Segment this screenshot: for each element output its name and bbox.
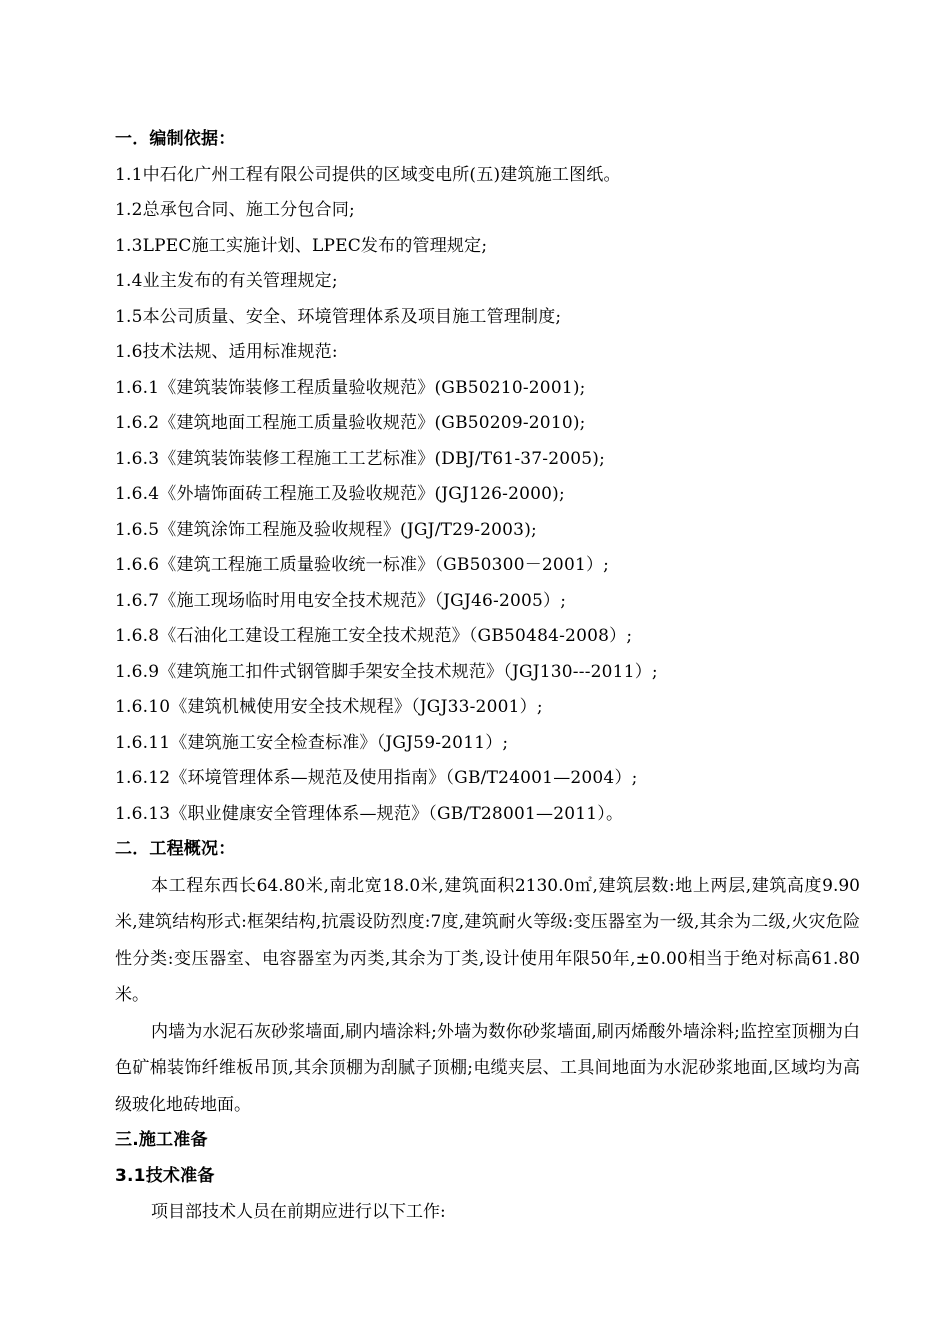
list-item: 1.6.6《建筑工程施工质量验收统一标准》（GB50300－2001）;: [115, 555, 610, 575]
list-item: 1.6.12《环境管理体系—规范及使用指南》（GB/T24001—2004）;: [115, 768, 638, 788]
section-3-1-heading: 3.1技术准备: [115, 1165, 215, 1186]
section-1-heading: 一．编制依据：: [115, 129, 236, 149]
project-overview-paragraph: 本工程东西长64.80米,南北宽18.0米,建筑面积2130.0㎡,建筑层数:地上两层,建筑高度9.90米,建筑结构形式:框架结构,抗震设防烈度:7度,建筑耐火等级:变压器室为一级,其余为二级,火灾危险性分类:变压器室、电容器室为丙类,其余为丁类,设计使用年限50年,±0.00相当于绝对标高61.80米。: [115, 875, 860, 1005]
list-item: 1.6.10《建筑机械使用安全技术规程》（JGJ33-2001）;: [115, 697, 543, 717]
list-item: 1.6.7《施工现场临时用电安全技术规范》（JGJ46-2005）;: [115, 590, 567, 611]
list-item: 1.6.4《外墙饰面砖工程施工及验收规范》(JGJ126-2000);: [115, 484, 565, 504]
list-item: 1.4业主发布的有关管理规定;: [115, 271, 338, 291]
finishes-paragraph: 内墙为水泥石灰砂浆墙面,刷内墙涂料;外墙为数你砂浆墙面,刷丙烯酸外墙涂料;监控室顶棚为白色矿棉装饰纤维板吊顶,其余顶棚为刮腻子顶棚;电缆夹层、工具间地面为水泥砂浆地面,区域均为高级玻化地砖地面。: [115, 1021, 860, 1115]
list-item: 1.6.2《建筑地面工程施工质量验收规范》(GB50209-2010);: [115, 413, 586, 433]
list-item: 1.6.9《建筑施工扣件式钢管脚手架安全技术规范》（JGJ130---2011）;: [115, 661, 658, 682]
list-item: 1.6技术法规、适用标准规范:: [115, 342, 338, 362]
list-item: 1.6.13《职业健康安全管理体系—规范》（GB/T28001—2011）。: [115, 803, 624, 824]
section-3-heading: 三.施工准备: [115, 1130, 208, 1150]
list-item: 1.2总承包合同、施工分包合同;: [115, 200, 355, 220]
list-item: 1.6.11《建筑施工安全检查标准》（JGJ59-2011）;: [115, 732, 509, 753]
section-2-heading: 二．工程概况：: [115, 839, 236, 859]
list-item: 1.5本公司质量、安全、环境管理体系及项目施工管理制度;: [115, 306, 562, 327]
document-body: [115, 122, 860, 1231]
list-item: 1.1中石化广州工程有限公司提供的区域变电所(五)建筑施工图纸。: [115, 164, 621, 185]
list-item: 1.6.8《石油化工建设工程施工安全技术规范》（GB50484-2008）;: [115, 626, 633, 646]
list-item: 1.6.3《建筑装饰装修工程施工工艺标准》(DBJ/T61-37-2005);: [115, 448, 606, 469]
list-item: 1.6.1《建筑装饰装修工程质量验收规范》(GB50210-2001);: [115, 377, 586, 398]
list-item: 1.6.5《建筑涂饰工程施及验收规程》(JGJ/T29-2003);: [115, 519, 537, 540]
list-item: 1.3LPEC施工实施计划、LPEC发布的管理规定;: [115, 235, 488, 256]
technical-prep-paragraph: 项目部技术人员在前期应进行以下工作:: [151, 1202, 446, 1222]
